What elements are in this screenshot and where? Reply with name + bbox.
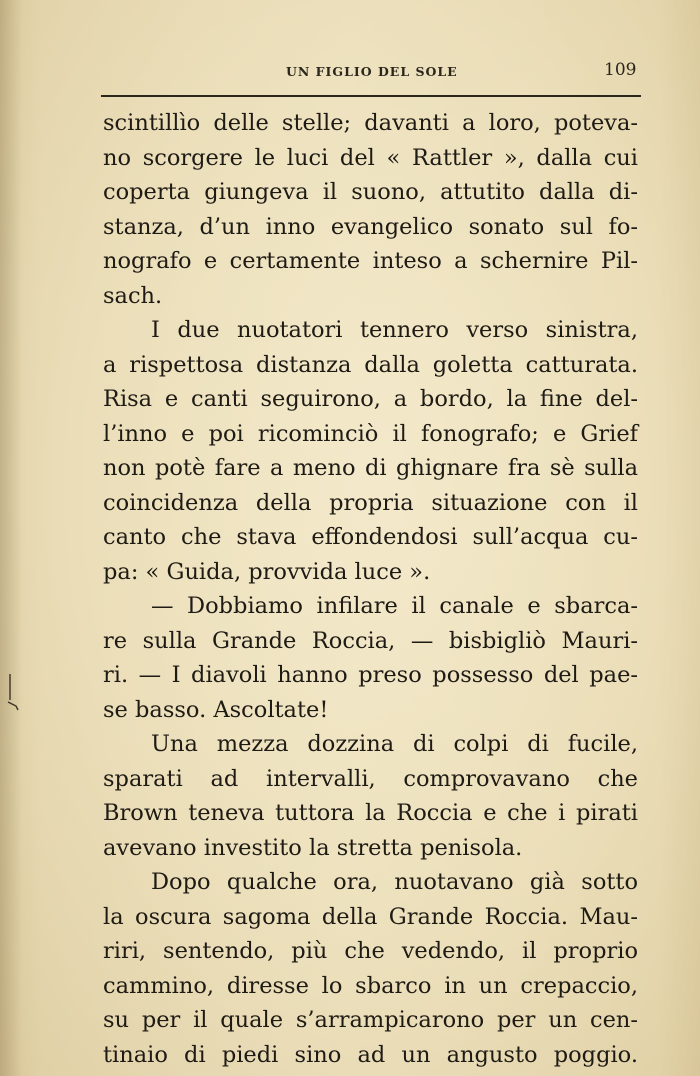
text-line: l’inno e poi ricominciò il fonografo; e Grief: [103, 420, 638, 447]
text-line: coperta giungeva il suono, attutito dalla di-: [103, 179, 638, 205]
text-line: a rispettosa distanza dalla goletta catturata.: [103, 351, 638, 378]
text-line: canto che stava effondendosi sull’acqua cu-: [103, 524, 638, 550]
text-line: I due nuotatori tennero verso sinistra,: [151, 317, 638, 343]
text-line: ri. — I diavoli hanno preso possesso del pae-: [103, 662, 638, 688]
text-line: sach.: [103, 282, 163, 309]
text-line: — Dobbiamo infilare il canale e sbarca-: [151, 593, 638, 619]
text-line: Risa e canti seguirono, a bordo, la fine del-: [103, 386, 638, 412]
text-line: stanza, d’un inno evangelico sonato sul fo-: [103, 213, 638, 240]
spine-shadow: [0, 0, 22, 1076]
text-line: tinaio di piedi sino ad un angusto poggio.: [103, 1041, 638, 1068]
text-line: nografo e certamente inteso a schernire Pil-: [103, 248, 638, 274]
text-line: Brown teneva tuttora la Roccia e che i pirati: [103, 800, 638, 826]
text-line: no scorgere le luci del « Rattler », dalla cui: [103, 144, 638, 171]
text-line: non potè fare a meno di ghignare fra sè sulla: [103, 455, 638, 481]
text-line: Una mezza dozzina di colpi di fucile,: [151, 731, 638, 757]
text-line: scintillìo delle stelle; davanti a loro, poteva-: [103, 110, 638, 136]
page-number: 109: [604, 60, 637, 80]
text-line: su per il quale s’arrampicarono per un cen-: [103, 1007, 638, 1033]
text-line: la oscura sagoma della Grande Roccia. Mau-: [103, 903, 638, 930]
text-line: Dopo qualche ora, nuotavano già sotto: [151, 869, 638, 895]
body-text: [103, 106, 638, 1072]
running-title: UN FIGLIO DEL SOLE: [286, 64, 458, 79]
header-rule: [101, 95, 641, 97]
text-line: cammino, diresse lo sbarco in un crepaccio,: [103, 972, 638, 999]
text-line: re sulla Grande Roccia, — bisbigliò Mauri-: [103, 627, 638, 654]
text-line: coincidenza della propria situazione con il: [103, 489, 638, 516]
text-line: se basso. Ascoltate!: [103, 696, 329, 723]
margin-pencil-mark: [6, 672, 20, 712]
text-line: avevano investito la stretta penisola.: [103, 834, 523, 861]
text-line: sparati ad intervalli, comprovavano che: [103, 765, 638, 792]
text-line: pa: « Guida, provvida luce ».: [103, 558, 431, 585]
text-line: riri, sentendo, più che vedendo, il proprio: [103, 938, 638, 964]
